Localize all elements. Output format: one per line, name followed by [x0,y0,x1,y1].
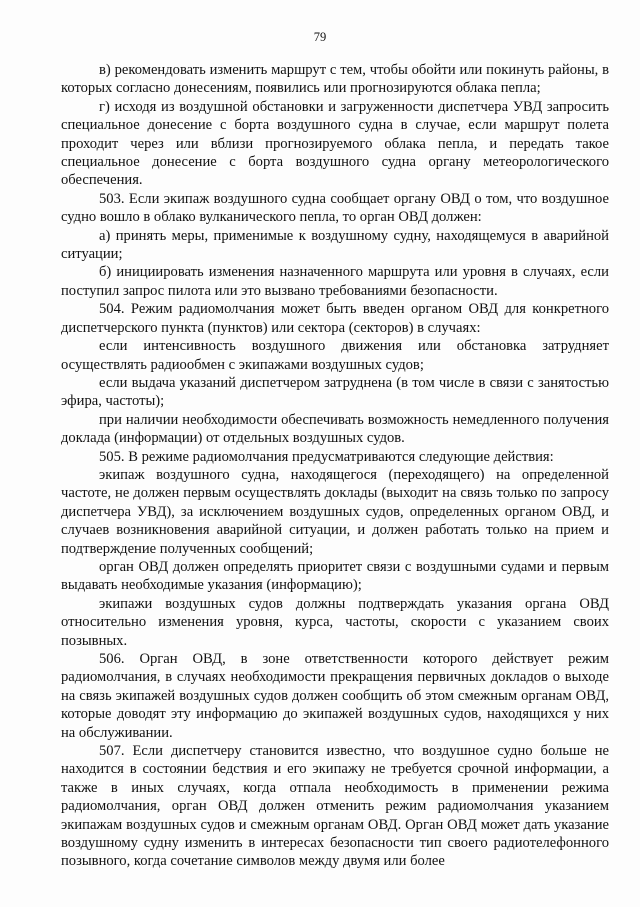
paragraph-503-a: а) принять меры, применимые к воздушному судну, находящемуся в аварийной ситуации; [61,227,609,263]
paragraph-505: 505. В режиме радиомолчания предусматриваются следующие действия: [99,448,554,465]
paragraph-505-item-1: экипаж воздушного судна, находящегося (переходящего) на определенной частоте, не должен первым осуществлять доклады (выходит на связь только по запросу диспетчера УВД), за исключением воздушных судов, определенных органом ОВД, и случаев возникновения аварийной ситуации, и должен работать только на прием и подтверждение полученных сообщений; [61,466,609,557]
paragraph-504-case-2: если выдача указаний диспетчером затруднена (в том числе в связи с занятостью эфира, частоты); [61,374,609,410]
paragraph-505-item-3: экипажи воздушных судов должны подтверждать указания органа ОВД относительно изменения уровня, курса, частоты, скорости с указанием своих позывных. [61,595,609,649]
paragraph-506: 506. Орган ОВД, в зоне ответственности которого действует режим радиомолчания, в случаях необходимости прекращения первичных докладов о выходе на связь экипажей воздушных судов должен сообщить об этом смежным органам ОВД, которые доводят эту информацию до экипажей воздушных судов, находящихся у них на обслуживании. [61,651,609,741]
paragraph-507: 507. Если диспетчеру становится известно, что воздушное судно больше не находится в состоянии бедствия и его экипажу не требуется срочной информации, а также в иных случаях, когда отпала необходимость в применении режима радиомолчания, орган ОВД должен отменить режим радиомолчания указанием экипажам воздушных судов и смежным органам ОВД. Орган ОВД может дать указание воздушному судну изменить в интересах безопасности тип своего радиотелефонного позывного, когда сочетание символов между двумя или более [61,743,609,870]
paragraph-503: 503. Если экипаж воздушного судна сообщает органу ОВД о том, что воздушное судно вошло в облако вулканического пепла, то орган ОВД должен: [61,190,609,226]
paragraph-505-item-2: орган ОВД должен определять приоритет связи с воздушными судами и первым выдавать необходимые указания (информацию); [61,558,609,594]
paragraph-504-case-3: при наличии необходимости обеспечивать возможность немедленного получения доклада (информации) от отдельных воздушных судов. [61,411,609,447]
page-number: 79 [313,30,327,44]
paragraph-request-report: г) исходя из воздушной обстановки и загруженности диспетчера УВД запросить специальное донесение с борта воздушного судна в случае, если маршрут полета проходит через или вблизи прогнозируемого облака пепла, и передать такое специальное донесение с борта воздушного судна органу метеорологического обеспечения. [61,98,609,189]
paragraph-504: 504. Режим радиомолчания может быть введен органом ОВД для конкретного диспетчерского пункта (пунктов) или сектора (секторов) в случаях: [61,301,609,336]
paragraph-503-b: б) инициировать изменения назначенного маршрута или уровня в случаях, если поступил запрос пилота или это вызвано требованиями безопасности. [61,264,609,299]
paragraph-recommend-route: в) рекомендовать изменить маршрут с тем, чтобы обойти или покинуть районы, в которых согласно донесениям, появились или прогнозируются облака пепла; [61,62,609,97]
document-body [61,61,609,871]
paragraph-504-case-1: если интенсивность воздушного движения или обстановка затрудняет осуществлять радиообмен с экипажами воздушных судов; [61,338,609,373]
